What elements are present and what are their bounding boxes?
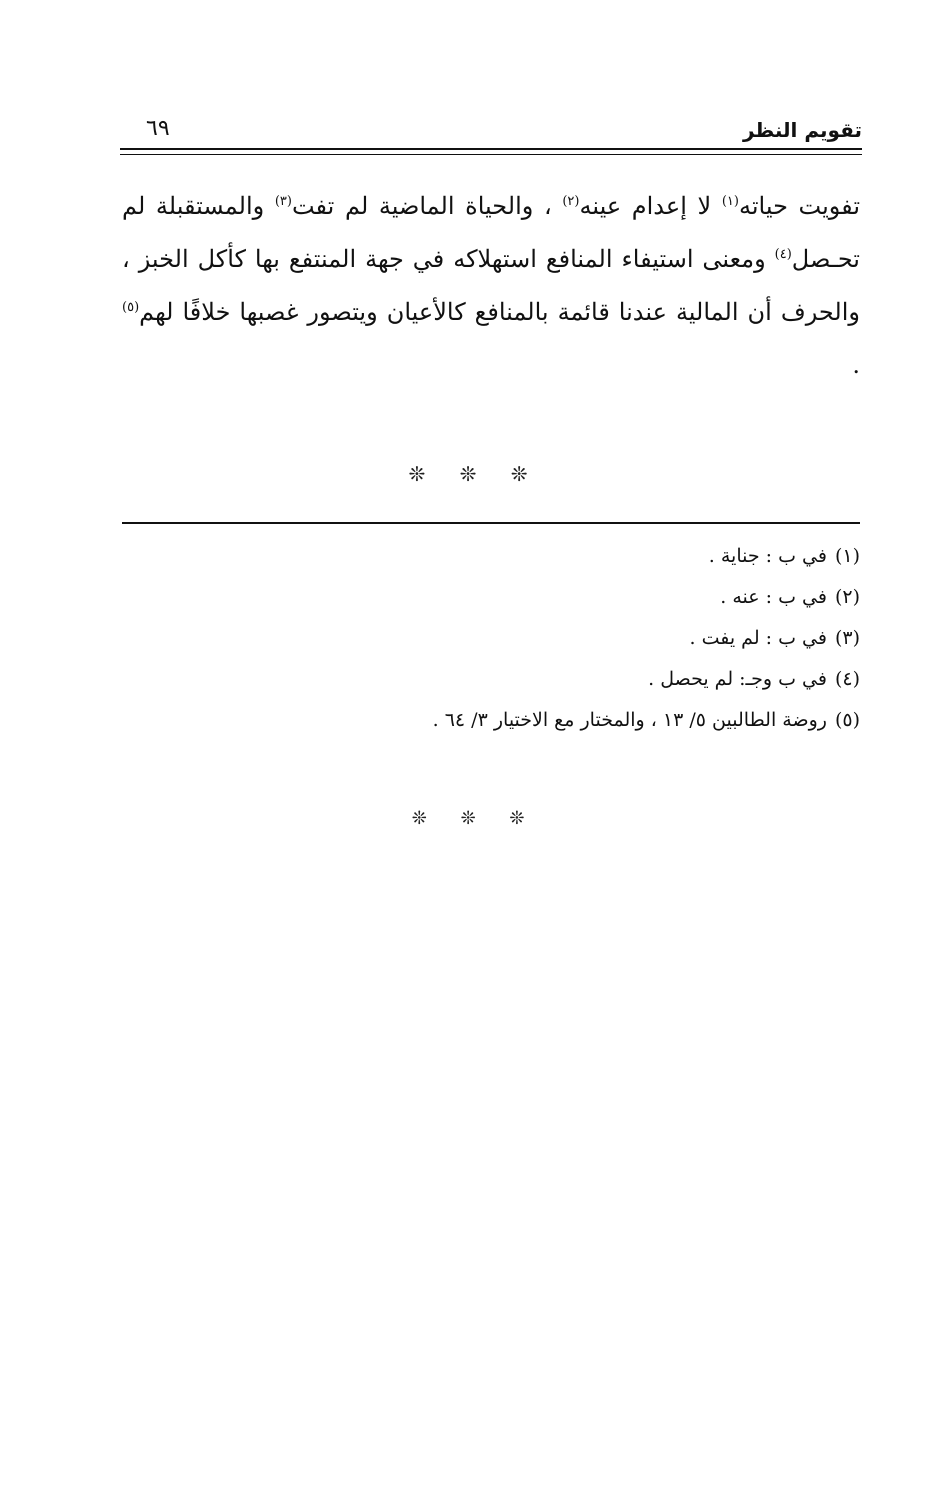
footnote-text: في ب : عنه . — [720, 586, 827, 608]
footnote-ref: (٤) — [774, 247, 792, 262]
footnote-item — [122, 659, 860, 700]
footnote-number: (٢) — [834, 586, 860, 608]
footnote-ref: (٥) — [122, 300, 140, 315]
footnote-number: (٥) — [834, 709, 860, 731]
header-rule-thin — [120, 154, 862, 155]
footnote-ref: (١) — [721, 194, 739, 209]
footnote-text: روضة الطالبين ٥/ ١٣ ، والمختار مع الاختيار ٣/ ٦٤ . — [432, 709, 827, 731]
footnote-text: في ب : جناية . — [708, 545, 827, 567]
page-header — [120, 112, 862, 146]
footnote-item — [122, 577, 860, 618]
text-segment: ، والحياة الماضية لم تفت — [291, 192, 563, 220]
footnote-rule — [122, 522, 860, 524]
section-separator-ornament: ❊ ❊ ❊ — [408, 462, 542, 486]
footnote-ref: (٢) — [562, 194, 580, 209]
footnote-item — [122, 536, 860, 577]
end-separator-ornament: ❊ ❊ ❊ — [411, 808, 539, 829]
footnote-item — [122, 700, 860, 741]
text-segment: ومعنى استيفاء المنافع استهلاكه في جهة المنتفع بها كأكل الخبز ، والحرف أن المالية عندنا قائمة بالمنافع كالأعيان ويتصور غصبها خلافًا لهم — [122, 245, 860, 326]
main-paragraph — [122, 180, 860, 392]
footnote-text: في ب وجـ: لم يحصل . — [648, 668, 827, 690]
text-segment: تفويت حياته — [738, 192, 860, 220]
page-number: ٦٩ — [146, 116, 170, 141]
footnote-number: (٤) — [834, 668, 860, 690]
text-segment: والمستقبلة لم تحـصل — [122, 192, 860, 273]
footnote-ref: (٣) — [274, 194, 292, 209]
footnote-number: (٣) — [834, 627, 860, 649]
text-segment: لا إعدام عينه — [579, 192, 722, 220]
header-rule-thick — [120, 148, 862, 150]
footnote-number: (١) — [834, 545, 860, 567]
running-title: تقويم النظر — [742, 118, 862, 142]
footnote-text: في ب : لم يفت . — [689, 627, 827, 649]
footnotes-list — [122, 536, 860, 741]
footnote-item — [122, 618, 860, 659]
text-segment: . — [852, 351, 860, 379]
